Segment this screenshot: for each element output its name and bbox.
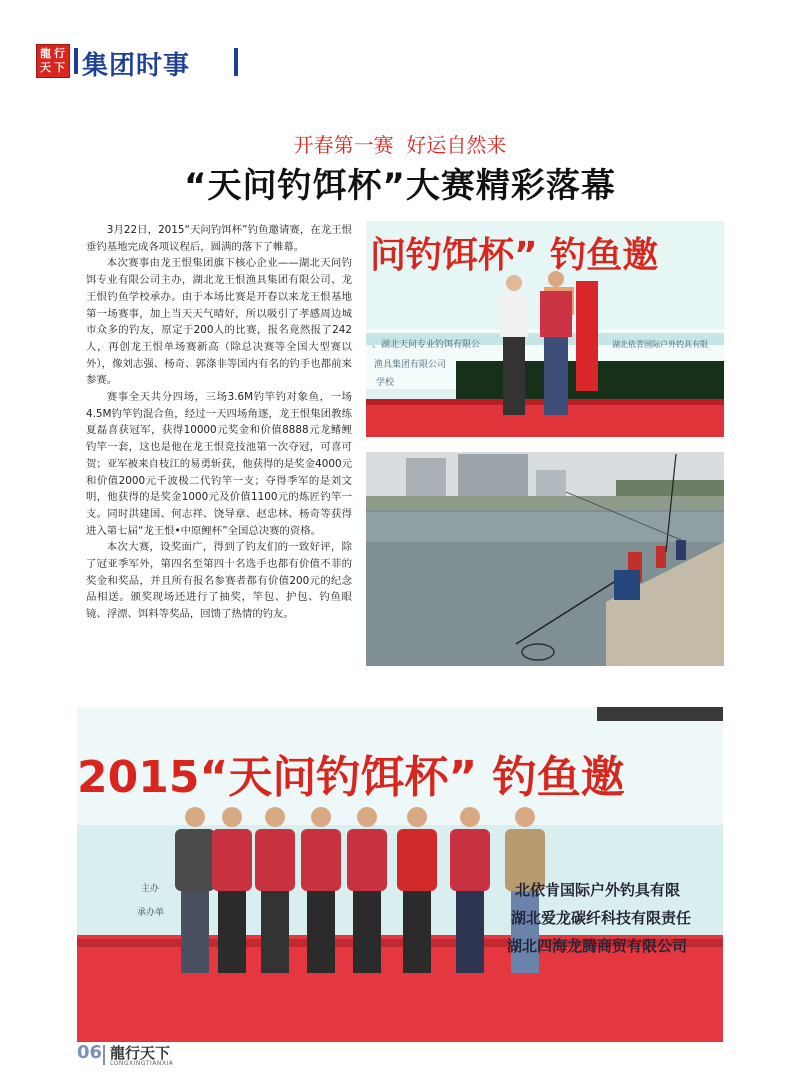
banner-text: 问钓饵杯” 钓鱼邀 bbox=[370, 235, 659, 276]
photo-pond-scene bbox=[366, 452, 724, 666]
photo-fishing-pond bbox=[366, 452, 724, 666]
banner-strip-line3: 学校 bbox=[376, 378, 395, 388]
paragraph: 3月22日，2015“天问钓饵杯”钓鱼邀请赛，在龙王恨垂钓基地完成各项议程后，圆满的落下了帷幕。 bbox=[86, 224, 352, 253]
header-end-bar bbox=[234, 48, 238, 76]
sponsor-right-1: 北依肯国际户外钓具有限 bbox=[515, 881, 681, 899]
photo-award-ceremony bbox=[366, 221, 724, 437]
logo-char: 天 bbox=[40, 61, 51, 74]
footer-brand-sub: LONGXINGTIANXIA bbox=[110, 1060, 174, 1067]
header-divider bbox=[74, 48, 78, 74]
article-title: “天问钓饵杯”大赛精彩落幕 bbox=[184, 166, 616, 206]
article-subtitle: 开春第一赛 好运自然来 bbox=[293, 133, 507, 157]
sponsor-right-3: 湖北四海龙腾商贸有限公司 bbox=[507, 937, 688, 955]
paragraph: 本次赛事由龙王恨集团旗下核心企业——湖北天问钓饵专业有限公司主办，湖北龙王恨渔具集团有限公司、龙王恨钓鱼学校承办。由于本场比赛是开春以来龙王恨基地第一场赛事，加上当天天气晴好，所以吸引了孝感周边城市众多的钓友，原定于200人的比赛，报名竟然报了242人，再创龙王恨单场赛新高（除总决赛等全国大型赛以外），像刘志强、杨奇、郭涤非等国内有名的钓手也都前来参赛。 bbox=[86, 257, 352, 387]
footer-brand: 龍行天下 bbox=[110, 1044, 171, 1062]
banner-strip-line2: 渔具集团有限公司 bbox=[374, 360, 447, 370]
banner-text: 2015“天问钓饵杯” 钓鱼邀 bbox=[77, 752, 625, 803]
brand-logo bbox=[36, 44, 70, 78]
page-footer bbox=[77, 1042, 337, 1072]
paragraph: 本次大赛，设奖面广，得到了钓友们的一致好评，除了冠亚季军外，第四名至第四十名选手也都有价值不菲的奖金和奖品，并且所有报名参赛者都有价值200元的纪念品相送。颁奖现场还进行了抽奖，竿包、护包、钓鱼眼镜、浮漂、饵料等奖品，回馈了热情的钓友。 bbox=[86, 541, 352, 621]
banner-strip-left: 、湖北天问专业钓饵有限公 bbox=[372, 340, 481, 350]
sponsor-left-2: 承办单 bbox=[137, 908, 165, 918]
article-body bbox=[86, 222, 352, 623]
logo-char: 行 bbox=[54, 47, 65, 60]
banner-strip-right: 湖北依青国际户外钓具有限 bbox=[612, 340, 708, 349]
section-header bbox=[36, 44, 246, 80]
footer-divider bbox=[103, 1045, 105, 1065]
logo-char: 龍 bbox=[40, 47, 51, 60]
logo-char: 下 bbox=[54, 61, 65, 74]
sponsor-left-1: 主办 bbox=[141, 884, 160, 894]
sponsor-right-2: 湖北爱龙碳纤科技有限责任 bbox=[511, 909, 692, 927]
section-title: 集团时事 bbox=[82, 51, 191, 81]
paragraph: 赛事全天共分四场，三场3.6M钓竿钓对象鱼，一场4.5M钓竿钓混合鱼，经过一天四场角逐，龙王恨集团教练夏磊喜获冠军，获得10000元奖金和价值8888元龙鳍鲤钓竿一套，这也是他在龙王恨竞技池第一次夺冠，可喜可贺；亚军被来自枝江的易勇斩获，他获得的是奖金4000元和价值2000元千波极二代钓竿一支；夺得季军的是刘文明，他获得的是奖金1000元及价值1100元的炼匠钓竿一支。同时洪建国、何志祥、饶导章、赵忠林、杨奇等获得进入第七届“龙王恨•中原鲤杯”全国总决赛的资格。 bbox=[86, 391, 352, 537]
photo-group bbox=[77, 707, 723, 1042]
page-number: 06 bbox=[77, 1042, 103, 1063]
